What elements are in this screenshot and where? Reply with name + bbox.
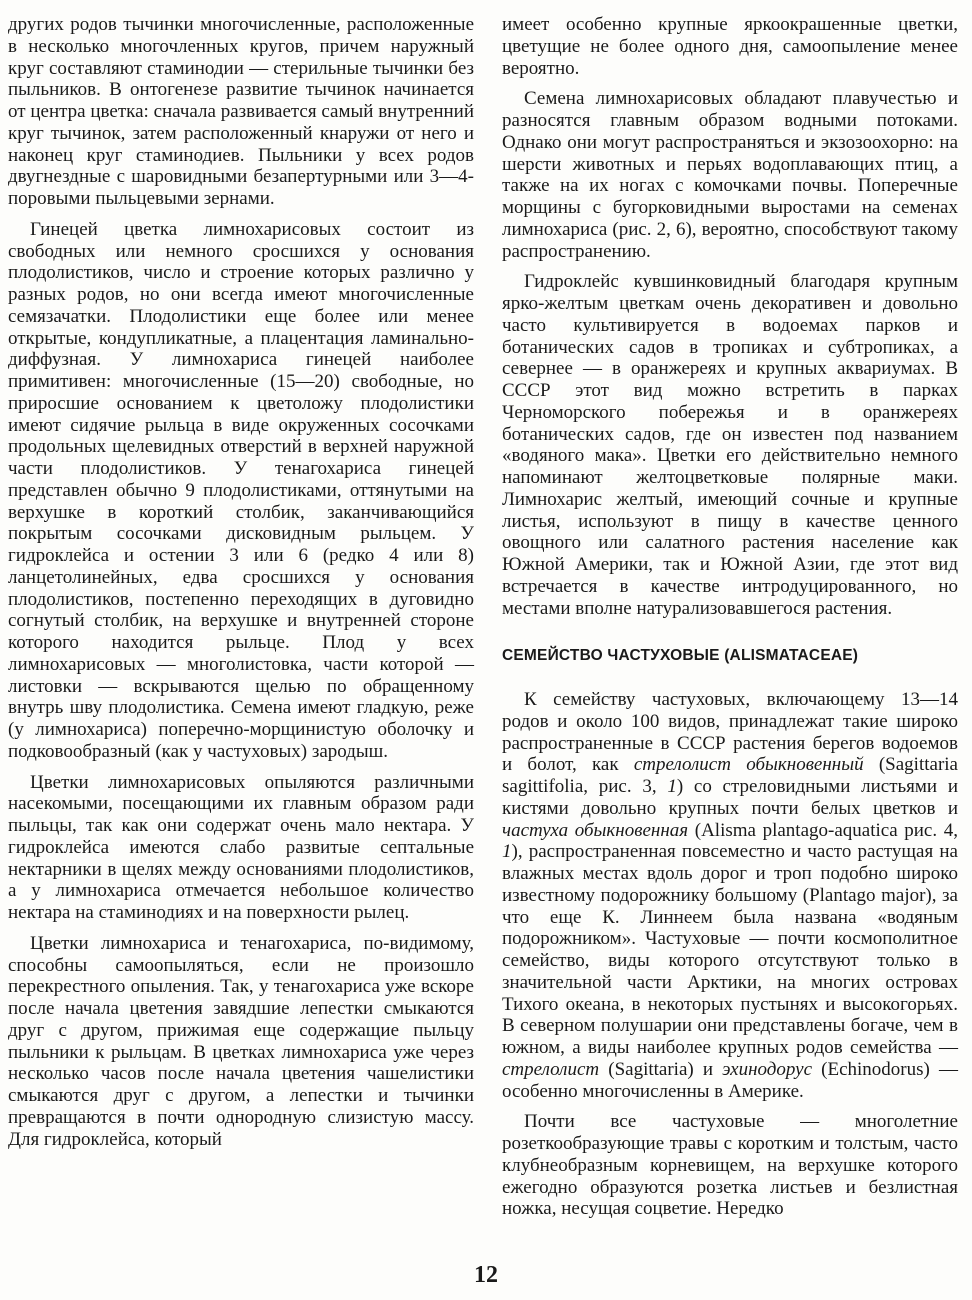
paragraph-family-intro: К семейству частуховых, включающему 13—14 родов и около 100 видов, принадлежат такие широко распространенные в СССР растения берегов водоемов и болот, как стрелолист обыкновенный (Sagittaria sagittifolia, рис. 3, 1) со стреловидными листьями и кистями довольно крупных почти белых цветков и частуха обыкновенная (Alisma plantago-aquatica рис. 4, 1), распространенная повсеместно и часто растущая на влажных местах вдоль дорог и троп подобно широко известному подорожнику большому (Plantago major), за что еще К. Линнеем была названа «водяным подорожником». Частуховые — почти космополитное семейство, виды которого отсутствуют только в значительной части Арктики, на многих островах Тихого океана, в некоторых пустынях и высокогорьях. В северном полушарии они представлены богаче, чем в южном, а виды наиболее крупных родов семейства — стрелолист (Sagittaria) и эхинодорус (Echinodorus) — особенно многочисленны в Америке. (502, 689, 959, 1102)
paragraph-gynoecium: Гинецей цветка лимнохарисовых состоит из свободных или немного сросшихся у основания плодолистиков, число и строение которых различно у разных родов, но они всегда имеют многочисленные семязачатки. Плодолистики еще более или менее открытые, кондупликатные, а плацентация ламинально-диффузная. У лимнохариса гинецей наиболее примитивен: многочисленные (15—20) свободные, но приросшие основанием к цветоложу плодолистики имеют сидячие рыльца в виде окруженных сосочками продольных щелевидных отверстий в верхней наружной части плодолистиков. У тенагохариса гинецей представлен обычно 9 плодолистиками, оттянутыми на верхушке в короткий столбик, заканчивающийся покрытым сосочками дисковидным рыльцем. У гидроклейса и остении 3 или 6 (редко 4 или 8) ланцетолинейных, едва сросшихся у основания плодолистиков, постепенно переходящих в дуговидно согнутый столбик, на верхушке и внутренней стороне которого находится рыльце. Плод у всех лимнохарисовых — многолистовка, части которой — листовки — вскрываются щелью по обращенному внутрь шву плодолистика. Семена имеют гладкую, реже (у лимнохариса) поперечно-морщинистую оболочку и подковообразный (как у частуховых) зародыш. (8, 218, 474, 762)
paragraph-seeds: Семена лимнохарисовых обладают плавучестью и разносятся главным образом водными потоками. Однако они могут распространяться и экзозоохорно: на шерсти животных и перьях водоплавающих птиц, а также на их ногах с комочками почвы. Поперечные морщины с бугорковидными выростами на семенах лимнохариса (рис. 2, 6), вероятно, способствуют такому распространению. (502, 88, 958, 262)
italic-figure-ref: 1 (667, 776, 677, 797)
paragraph-cultivation: Гидроклейс кувшинковидный благодаря крупным ярко-желтым цветкам очень декоративен и довольно часто культивируется в водоемах парков и ботанических садов в тропиках и субтропиках, а севернее — в оранжереях и крупных аквариумах. В СССР этот вид можно встретить в парках Черноморского побережья и в оранжереях ботанических садов, где он известен под названием «водяного мака». Цветки его действительно немного напоминают желтоцветковые полярные маки. Лимнохарис желтый, имеющий сочные и крупные листья, используют в пищу в качестве ценного овощного или салатного растения население как Южной Америки, так и Южной Азии, где этот вид встречается в качестве интродуцированного, но местами вполне натурализовавшегося растения. (502, 271, 958, 619)
section-heading: СЕМЕЙСТВО ЧАСТУХОВЫЕ (ALISMATACEAE) (502, 647, 859, 665)
paragraph-continued: имеет особенно крупные яркоокрашенные цветки, цветущие не более одного дня, самоопыление менее вероятно. (502, 14, 958, 79)
italic-term: стрелолист (502, 1058, 600, 1080)
paragraph-self-pollination: Цветки лимнохариса и тенагохариса, по-видимому, способны самоопыляться, если не произошло перекрестного опыления. Так, у тенагохариса уже вскоре после начала цветения завядшие лепестки смыкаются друг с другом, прижимая еще содержащие пыльцу пыльники к рыльцам. В цветках лимнохариса уже через несколько часов после начала цветения чашелистики смыкаются друг с другом, а лепестки и тычинки превращаются в почти однородную слизистую массу. Для гидроклейса, который (8, 932, 474, 1150)
paragraph-continued: других родов тычинки многочисленные, расположенные в несколько многочленных кругов, причем наружный круг составляют стаминодии — стерильные тычинки без пыльников. В онтогенезе развитие тычинок начинается от центра цветка: сначала развивается самый внутренний круг тычинок, затем расположенный кнаружи от него и наконец круг стаминодиев. Пыльники у всех родов двугнездные с шаровидными безапертурными или 3—4-поровыми пыльцевыми зернами. (8, 14, 474, 209)
italic-term: частуха обыкновенная (502, 819, 689, 841)
right-text-column (502, 14, 958, 1220)
paragraph-pollination: Цветки лимнохарисовых опыляются различными насекомыми, посещающими их главным образом ради пыльцы, так как они содержат очень мало нектара. У гидроклейса имеются слабо развитые септальные нектарники в щелях между основаниями плодолистиков, а у лимнохариса отмечается небольшое количество нектара на стаминодиях и на поверхности рылец. (8, 771, 474, 923)
italic-term: стрелолист обыкновенный (633, 754, 864, 776)
italic-figure-ref: 1 (502, 841, 512, 863)
italic-term: эхинодорус (722, 1058, 813, 1080)
page-number: 12 (474, 1262, 498, 1288)
paragraph-morphology: Почти все частуховые — многолетние розеткообразующие травы с коротким и толстым, часто клубнеобразным корневищем, на верхушке которого ежегодно образуются розетка листьев и безлистная ножка, несущая соцветие. Нередко (502, 1111, 958, 1220)
left-text-column (8, 14, 474, 1150)
